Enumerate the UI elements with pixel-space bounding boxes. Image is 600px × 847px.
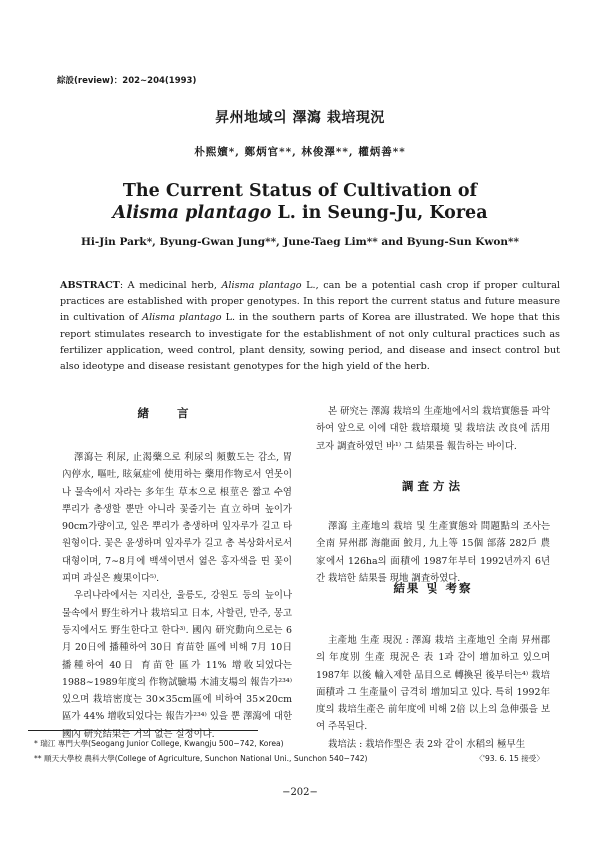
english-authors: Hi-Jin Park*, Byung-Gwan Jung**, June-Taeg Lim** and Byung-Sun Kwon** <box>80 236 520 248</box>
intro-paragraph-1: 澤瀉는 利尿, 止渴藥으로 利尿의 頻數도는 감소, 胃內停水, 嘔吐, 眩氣症에 使用하는 藥用作物로서 연못이나 물속에서 자라는 多年生 草本으로 根莖은 짧고 수염뿌리가 총생할 뿐만 아니라 꽃줄기는 直立하며 높이가 90cm가량이고, 잎은 뿌리가 총생하며 잎자루가 길고 타원형이다. 꽃은 윤생하며 잎자루가 길고 총 복상화서로서 대형이며, 7∼8月에 백색이면서 엷은 홍자색을 띤 꽃이 피며 과실은 瘦果이다⁵⁾. <box>62 452 292 585</box>
abstract-text-2: L., can be a potential cash crop if proper cultural practices are established with proper genotypes. In this report the current status and future measure in cultivation of <box>60 280 560 324</box>
footnote-divider <box>28 730 258 731</box>
section-heading-intro: 緖言 <box>137 406 217 420</box>
results-column <box>316 632 550 753</box>
intro-paragraph-3: 본 研究는 澤瀉 栽培의 生產地에서의 栽培實態를 파악하여 앞으로 이에 대한 栽培環境 및 栽培法 改良에 活用코자 調査하였던 바¹⁾ 그 結果를 報告하는 바이다. <box>316 406 550 452</box>
abstract <box>60 278 560 375</box>
left-column <box>62 449 292 743</box>
english-title-line2 <box>0 202 600 224</box>
korean-title: 昇州地域의 澤瀉 栽培現況 <box>215 110 385 126</box>
footnote-affiliation-1: * 瑞江 專門大學(Seogang Junior College, Kwangju 500−742, Korea) <box>34 739 284 748</box>
results-paragraph-2: 栽培法 : 栽培作型은 表 2와 같이 水稻의 極早生 <box>328 738 526 750</box>
section-heading-results: 結果 및 考察 <box>393 581 473 595</box>
right-column-intro-end <box>316 403 550 455</box>
page-number: −202− <box>282 787 318 798</box>
intro-paragraph-2: 우리나라에서는 지리산, 울릉도, 강원도 등의 늪이나 물속에서 野生하거나 栽培되고 日本, 사할린, 만주, 몽고 등지에서도 野生한다고 한다³⁾. 國內 研究動向으로는 6月 20日에 播種하여 30日 育苗한 區에 비해 7月 10日 播種하여 40日 育苗한 區가 11% 增收되었다는 1988∼1989年度의 作物試驗場 木浦支場의 報告가²³⁴⁾ 있으며 栽培密度는 30×35cm區에 비하여 35×20cm 區가 44% 增收되었다는 報告가²³⁴⁾ 있을 뿐 澤瀉에 대한 國內 研究結果는 거의 없는 실정이다. <box>62 590 292 740</box>
journal-citation: 綜設(review)：202∼204(1993) <box>57 76 197 86</box>
methods-column <box>316 518 550 587</box>
abstract-species-2: Alisma plantago <box>142 312 222 324</box>
abstract-species-1: Alisma plantago <box>221 280 302 291</box>
abstract-label: ABSTRACT <box>60 280 120 291</box>
english-title-line2-rest: L. in Seung-Ju, Korea <box>271 203 488 223</box>
english-title <box>0 180 600 224</box>
abstract-text-1: : A medicinal herb, <box>119 280 222 291</box>
footnote-affiliation-2: ** 順天大學校 農科大學(College of Agriculture, Sunchon National Uni., Sunchon 540−742) <box>34 754 368 763</box>
section-heading-methods: 調査方法 <box>402 479 464 493</box>
abstract-text-3: L. in the southern parts of Korea are illustrated. We hope that this report stimulates research to investigate for the establishment of not only cultural practices such as fertilizer application, weed control, plant density, sowing period, and disease and insect control but also ideotype and disease resistant genotypes for the high yield of the herb. <box>60 312 560 373</box>
results-paragraph-1: 主產地 生產 現況 : 澤瀉 栽培 主產地인 全南 昇州郡의 年度別 生產 現況은 表 1과 같이 增加하고 있으며 1987年 以後 輸入제한 品目으로 轉換된 後부터는⁴⁾ 栽培面積과 그 生產量이 급격히 增加되고 있다. 특히 1992年度의 栽培生產은 前年度에 비해 2倍 以上의 急伸張을 보여 주목된다. <box>316 635 550 733</box>
korean-authors: 朴熙嬪*, 鄭炳官**, 林俊澤**, 權炳善** <box>194 146 406 158</box>
received-date: 〈'93. 6. 15 接受〉 <box>475 754 544 763</box>
english-title-line1: The Current Status of Cultivation of <box>122 181 478 201</box>
methods-paragraph: 澤瀉 主產地의 栽培 및 生產實態와 問題點의 조사는 全南 昇州郡 海龍面 鮫月, 九上等 15個 部落 282戶 農家에서 126ha의 面積에 1987年부터 1992년까지 6년간 栽培한 結果를 現地 調査하였다. <box>316 521 550 584</box>
species-name: Alisma plantago <box>112 203 272 223</box>
